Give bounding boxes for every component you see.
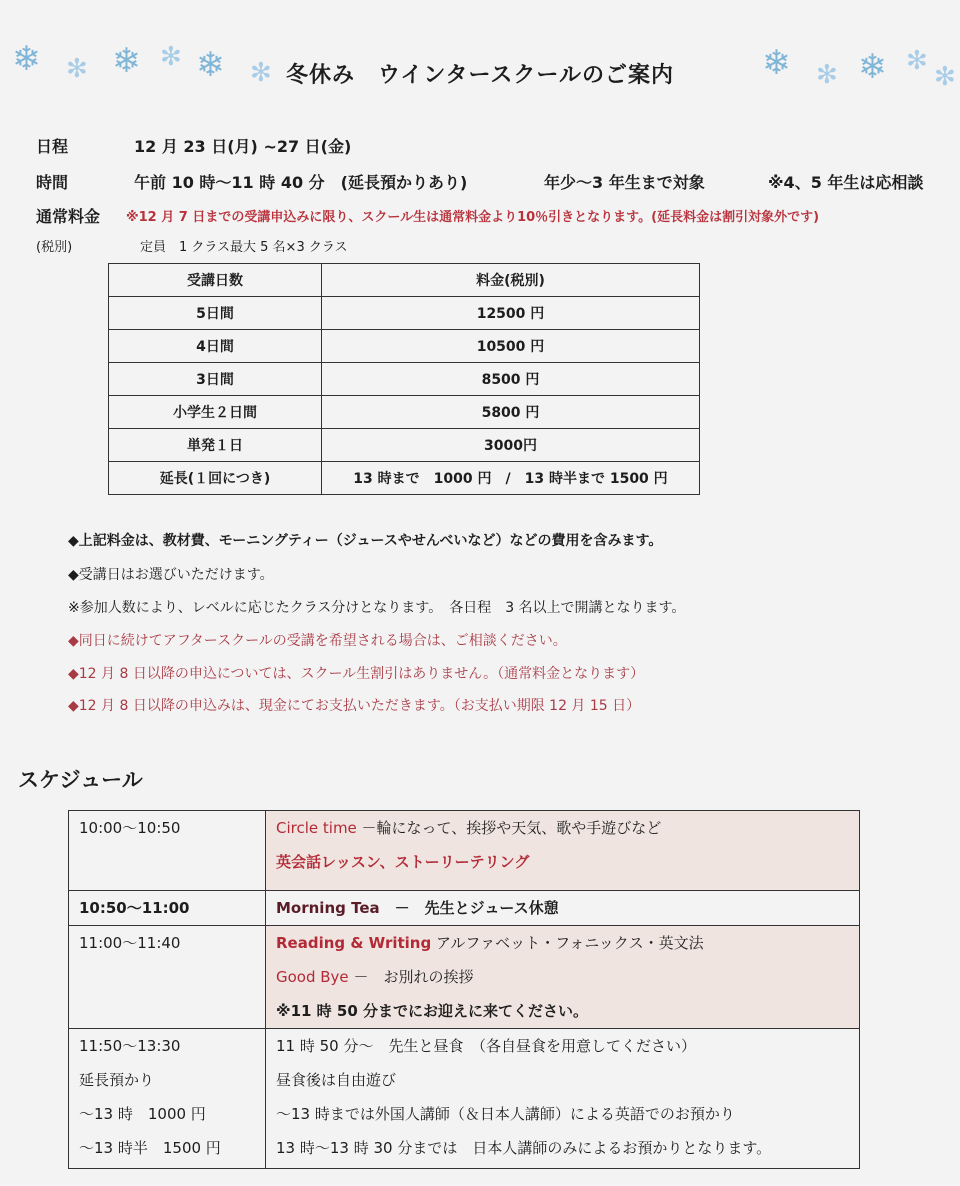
schedule-label: 日程 — [36, 137, 69, 156]
fee-cell: 10500 円 — [322, 330, 700, 363]
extension-fee: ～13 時半 1500 円 — [79, 1139, 221, 1157]
activity-cell — [266, 811, 860, 891]
schedule-table — [68, 810, 860, 1169]
snowflake-icon: ✻ — [816, 60, 838, 90]
snowflake-icon: ❄ — [762, 43, 791, 83]
days-cell: 4日間 — [109, 330, 322, 363]
days-cell: 延長(１回につき) — [109, 462, 322, 495]
time-text: 11:50～13:30 — [79, 1037, 181, 1055]
fee-table — [108, 263, 700, 495]
table-row — [109, 363, 700, 396]
target-grade: 年少～3 年生まで対象 — [544, 173, 705, 192]
fee-table-header — [109, 264, 700, 297]
activity-cell — [266, 926, 860, 1029]
time-text: 10:00～10:50 — [79, 819, 181, 837]
time-value: 午前 10 時～11 時 40 分 (延長預かりあり) — [134, 173, 468, 192]
activity-cell — [266, 891, 860, 926]
days-cell: 小学生２日間 — [109, 396, 322, 429]
table-row — [69, 891, 860, 926]
snowflake-icon: ❄ — [112, 41, 141, 81]
fee-cell: 13 時まで 1000 円 / 13 時半まで 1500 円 — [322, 462, 700, 495]
activity-desc: 11 時 50 分～ 先生と昼食 （各自昼食を用意してください） — [276, 1037, 696, 1055]
time-cell — [69, 891, 266, 926]
activity-cell — [266, 1029, 860, 1169]
time-cell — [69, 1029, 266, 1169]
snowflake-icon: ❄ — [12, 39, 41, 79]
page-title: 冬休み ウインタースクールのご案内 — [286, 63, 674, 88]
days-cell: 単発１日 — [109, 429, 322, 462]
activity-name: Circle time — [276, 819, 357, 837]
table-row — [109, 297, 700, 330]
fee-cell: 12500 円 — [322, 297, 700, 330]
note-no-discount: ◆12 月 8 日以降の申込については、スクール生割引はありません。（通常料金となります） — [68, 666, 645, 682]
days-cell: 3日間 — [109, 363, 322, 396]
discount-note: ※12 月 7 日までの受講申込みに限り、スクール生は通常料金より10％引きとなります。(延長料金は割引対象外です) — [126, 210, 820, 225]
time-label: 時間 — [36, 173, 69, 192]
table-row — [109, 396, 700, 429]
activity-desc: 昼食後は自由遊び — [276, 1071, 397, 1089]
time-text: 10:50～11:00 — [79, 899, 190, 917]
fee-cell: 3000円 — [322, 429, 700, 462]
activity-name: Reading & Writing — [276, 934, 432, 952]
table-row — [69, 1029, 860, 1169]
snowflake-icon: ✻ — [906, 46, 928, 76]
pickup-note: ※11 時 50 分までにお迎えに来てください。 — [276, 1002, 588, 1020]
extension-fee: ～13 時 1000 円 — [79, 1105, 206, 1123]
fee-cell: 5800 円 — [322, 396, 700, 429]
activity-desc: －輪になって、挨拶や天気、歌や手遊びなど — [356, 819, 662, 837]
fee-label: 通常料金 — [36, 207, 101, 226]
activity-name: Good Bye — [276, 968, 349, 986]
capacity-note: 定員 1 クラス最大 5 名×3 クラス — [140, 240, 348, 255]
activity-desc: 英会話レッスン、ストーリーテリング — [276, 853, 530, 871]
activity-desc: － お別れの挨拶 — [348, 968, 474, 986]
activity-desc: 13 時～13 時 30 分までは 日本人講師のみによるお預かりとなります。 — [276, 1139, 772, 1157]
snowflake-icon: ✻ — [934, 62, 956, 92]
time-text: 11:00～11:40 — [79, 934, 181, 952]
note-choose-days: ◆受講日はお選びいただけます。 — [68, 567, 274, 583]
note-class-split: ※参加人数により、レベルに応じたクラス分けとなります。 各日程 3 名以上で開講となります。 — [68, 600, 686, 616]
table-row — [109, 330, 700, 363]
snowflake-icon: ❄ — [196, 45, 225, 85]
note-included-costs: ◆上記料金は、教材費、モーニングティー（ジュースやせんべいなど）などの費用を含みます。 — [68, 533, 663, 549]
schedule-heading: スケジュール — [18, 768, 143, 792]
activity-name: Morning Tea — [276, 899, 380, 917]
table-row — [109, 429, 700, 462]
note-cash-payment: ◆12 月 8 日以降の申込みは、現金にてお支払いただきます。（お支払い期限 12 月 15 日） — [68, 698, 641, 714]
snowflake-icon: ❄ — [858, 47, 887, 87]
schedule-value: 12 月 23 日(月) ~27 日(金) — [134, 137, 352, 156]
time-cell — [69, 926, 266, 1029]
table-row — [69, 811, 860, 891]
note-afterschool: ◆同日に続けてアフタースクールの受講を希望される場合は、ご相談ください。 — [68, 633, 567, 649]
time-cell — [69, 811, 266, 891]
target-note: ※4、5 年生は応相談 — [768, 173, 924, 192]
snowflake-icon: ✻ — [66, 54, 88, 84]
snowflake-icon: ✻ — [250, 58, 272, 88]
header-fee: 料金(税別) — [322, 264, 700, 297]
activity-desc: ～13 時までは外国人講師（＆日本人講師）による英語でのお預かり — [276, 1105, 735, 1123]
extension-label: 延長預かり — [79, 1071, 155, 1089]
table-row — [69, 926, 860, 1029]
tax-label: (税別) — [36, 240, 73, 255]
header-days: 受講日数 — [109, 264, 322, 297]
activity-desc: － 先生とジュース休憩 — [379, 899, 559, 917]
activity-desc: アルファベット・フォニックス・英文法 — [431, 934, 704, 952]
days-cell: 5日間 — [109, 297, 322, 330]
snowflake-icon: ✻ — [160, 42, 182, 72]
fee-cell: 8500 円 — [322, 363, 700, 396]
table-row — [109, 462, 700, 495]
